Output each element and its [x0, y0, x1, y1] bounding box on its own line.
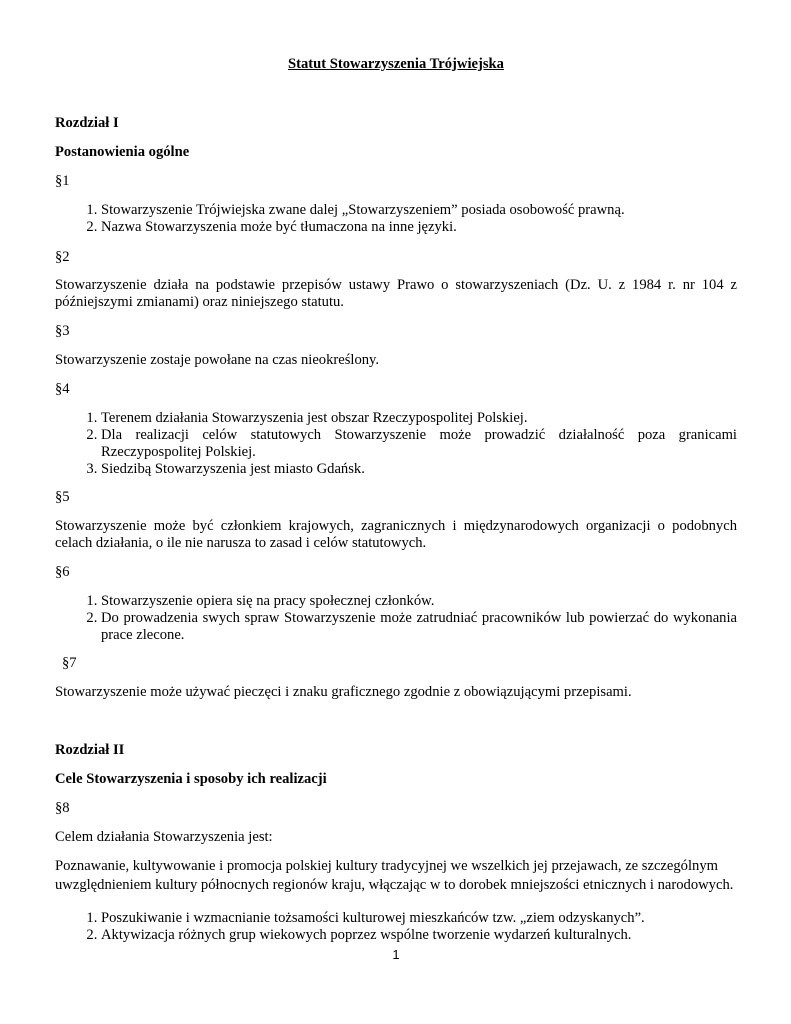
section-6-mark: §6 [55, 564, 70, 580]
page-number: 1 [392, 947, 400, 962]
section-4-mark: §4 [55, 381, 70, 397]
section-8-mark: §8 [55, 800, 70, 816]
document-title: Statut Stowarzyszenia Trójwiejska [288, 56, 504, 72]
list-item: 1. Poszukiwanie i wzmacnianie tożsamości kulturowej mieszkańców tzw. „ziem odzyskanych”. [101, 910, 737, 927]
list-item: 1. Stowarzyszenie Trójwiejska zwane dalej „Stowarzyszeniem” posiada osobowość prawną. [101, 202, 737, 219]
list-item: 2. Do prowadzenia swych spraw Stowarzyszenie może zatrudniać pracowników lub powierzać do wykonania prace zlecone. [101, 610, 737, 644]
section-4-list [55, 410, 737, 478]
chapter-1-heading: Rozdział I [55, 115, 119, 131]
section-8-intro: Celem działania Stowarzyszenia jest: [55, 829, 273, 845]
chapter-2-subheading: Cele Stowarzyszenia i sposoby ich realizacji [55, 771, 327, 787]
list-item: 3. Siedzibą Stowarzyszenia jest miasto Gdańsk. [101, 461, 737, 478]
chapter-2-heading: Rozdział II [55, 742, 125, 758]
section-7-text: Stowarzyszenie może używać pieczęci i znaku graficznego zgodnie z obowiązującymi przepisami. [55, 684, 632, 700]
section-2-text: Stowarzyszenie działa na podstawie przepisów ustawy Prawo o stowarzyszeniach (Dz. U. z 1984 r. nr 104 z późniejszymi zmianami) oraz niniejszego statutu. [55, 277, 737, 310]
section-1-mark: §1 [55, 173, 70, 189]
list-item: 1. Stowarzyszenie opiera się na pracy społecznej członków. [101, 593, 737, 610]
section-1-list [55, 202, 737, 236]
section-5-text: Stowarzyszenie może być członkiem krajowych, zagranicznych i międzynarodowych organizacji o podobnych celach działania, o ile nie narusza to zasad i celów statutowych. [55, 518, 737, 551]
chapter-1-subheading: Postanowienia ogólne [55, 144, 190, 160]
section-6-list [55, 593, 737, 644]
section-7-mark: §7 [62, 655, 77, 671]
section-2-mark: §2 [55, 249, 70, 265]
section-3-mark: §3 [55, 323, 70, 339]
section-5-mark: §5 [55, 489, 70, 505]
section-3-text: Stowarzyszenie zostaje powołane na czas nieokreślony. [55, 352, 380, 368]
section-8-list [55, 910, 737, 944]
list-item: 2. Nazwa Stowarzyszenia może być tłumaczona na inne języki. [101, 219, 737, 236]
list-item: 2. Dla realizacji celów statutowych Stowarzyszenie może prowadzić działalność poza granicami Rzeczypospolitej Polskiej. [101, 427, 737, 461]
list-item: 2. Aktywizacja różnych grup wiekowych poprzez wspólne tworzenie wydarzeń kulturalnych. [101, 927, 737, 944]
document-page [55, 0, 737, 1024]
section-8-text: Poznawanie, kultywowanie i promocja polskiej kultury tradycyjnej we wszelkich jej przejawach, ze szczególnym uwzględnieniem kultury północnych regionów kraju, włączając w to dorobek mniejszości etnicznych i narodowych. [55, 858, 734, 893]
list-item: 1. Terenem działania Stowarzyszenia jest obszar Rzeczypospolitej Polskiej. [101, 410, 737, 427]
